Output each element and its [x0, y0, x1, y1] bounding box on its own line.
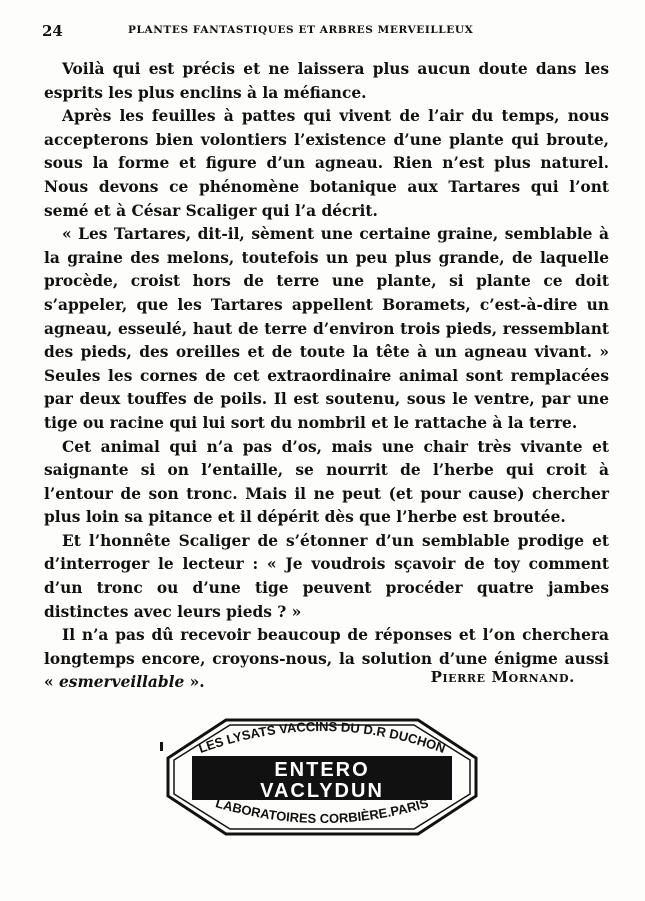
paragraph: Cet animal qui n’a pas d’os, mais une chair très vivante et saignante si on l’entaille, se nourrit de l’herbe qui croit à l’entour de son tronc. Mais il ne peut (et pour cause) chercher plus loin sa pitance et il dépérit dès que l’herbe est broutée. — [44, 437, 609, 527]
quote-open: « — [44, 673, 54, 692]
ad-top-arc: LES LYSATS VACCINS DU D.R DUCHON — [196, 718, 448, 756]
printer-mark — [160, 742, 163, 751]
paragraph: Et l’honnête Scaliger de s’étonner d’un semblable prodige et d’interroger le lecteur : « Je voudrois sçavoir de toy comment d’un tronc ou d’une tige peuvent procéder quatre jambes distinctes avec leurs pieds ? » — [44, 531, 609, 621]
ad-brand-line-2: VACLYDUN — [260, 780, 384, 802]
running-title: PLANTES FANTASTIQUES ET ARBRES MERVEILLEUX — [128, 24, 474, 36]
quote-close: ». — [189, 673, 205, 692]
paragraph: « Les Tartares, dit-il, sèment une certaine graine, semblable à la graine des melons, toutefois un peu plus grande, de laquelle procède, croist hors de terre une plante, si plante ce doit s’appeler, que les Tartares appellent Boramets, c’est-à-dire un agneau, esseulé, haut de terre d’environ trois pieds, ressemblant des pieds, des oreilles et de toute la tête à un agneau vivant. » Seules les cornes de cet extraordinaire animal sont remplacées par deux touffes de poils. Il est soutenu, sous le ventre, par une tige ou racine qui lui sort du nombril et le rattache à la terre. — [44, 225, 609, 432]
paragraph: Après les feuilles à pattes qui vivent de l’air du temps, nous accepterons bien volontiers l’existence d’une plante qui broute, sous la forme et figure d’un agneau. Rien n’est plus naturel. Nous devons ce phénomène botanique aux Tartares qui l’ont semé et à César Scaliger qui l’a décrit. — [44, 107, 609, 220]
advertisement-logo — [166, 718, 478, 836]
italic-word: esmerveillable — [58, 673, 185, 692]
ad-brand-line-1: ENTERO — [274, 759, 370, 781]
page-number: 24 — [42, 22, 63, 40]
author-signature: Pierre Mornand. — [430, 668, 575, 686]
ad-bottom-arc: LABORATOIRES CORBIÈRE.PARIS — [213, 795, 431, 827]
paragraph-final-text: Il n’a pas dû recevoir beaucoup de réponses et l’on cherchera longtemps encore, croyons-nous, la solution d’une énigme aussi — [44, 626, 609, 668]
page-header — [42, 22, 602, 44]
paragraph: Voilà qui est précis et ne laissera plus aucun doute dans les esprits les plus enclins à la méfiance. — [44, 60, 609, 102]
body-text — [44, 58, 609, 695]
